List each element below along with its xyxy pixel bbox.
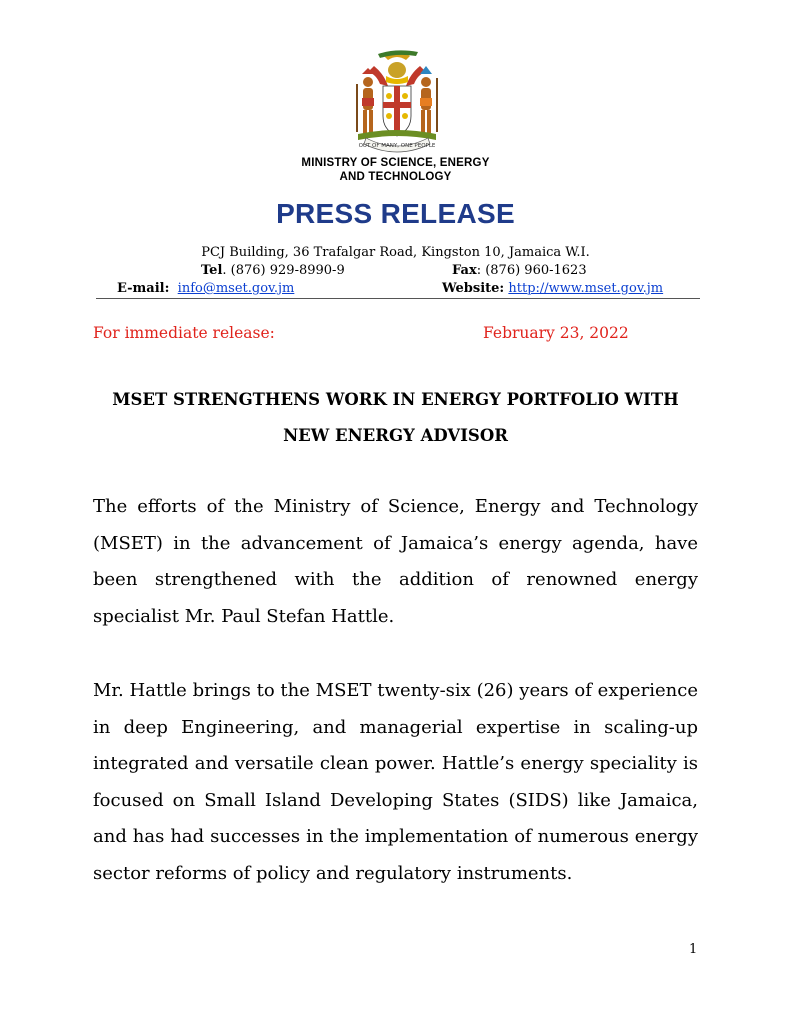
- release-label: For immediate release:: [93, 324, 275, 342]
- headline: MSET STRENGTHENS WORK IN ENERGY PORTFOLIO WITH NEW ENERGY ADVISOR: [112, 390, 679, 445]
- email-link[interactable]: info@mset.gov.jm: [177, 281, 295, 296]
- address: PCJ Building, 36 Trafalgar Road, Kingston 10, Jamaica W.I.: [201, 245, 590, 260]
- website-label: Website:: [442, 281, 505, 296]
- ministry-name-line1: MINISTRY OF SCIENCE, ENERGY: [301, 157, 490, 169]
- crest-motto: OUT OF MANY, ONE PEOPLE: [358, 143, 436, 149]
- fax: [452, 263, 587, 279]
- telephone: [201, 263, 345, 279]
- fax-value: : (876) 960-1623: [476, 263, 587, 278]
- fax-label: Fax: [452, 263, 477, 278]
- jamaica-coat-of-arms-logo: [344, 46, 450, 156]
- press-release-title: PRESS RELEASE: [276, 198, 515, 229]
- tel-label: Tel: [201, 263, 223, 278]
- tel-value: . (876) 929-8990-9: [222, 263, 345, 278]
- header-divider: [96, 298, 700, 299]
- ministry-name-line2: AND TECHNOLOGY: [339, 171, 452, 183]
- body-paragraph-1: The efforts of the Ministry of Science, Energy and Technology (MSET) in the advancement of Jamaica’s energy agenda, have been strengthened with the addition of renowned energy specialist Mr. Paul Stefan Hattle.: [93, 496, 698, 627]
- email-label: E-mail:: [117, 281, 170, 296]
- release-date: February 23, 2022: [483, 324, 629, 342]
- website: [442, 281, 663, 297]
- page-number: 1: [689, 942, 698, 957]
- body-paragraph-2: Mr. Hattle brings to the MSET twenty-six (26) years of experience in deep Engineering, and managerial expertise in scaling-up integrated and versatile clean power. Hattle’s energy speciality is focused on Small Island Developing States (SIDS) like Jamaica, and has had successes in the implementation of numerous energy sector reforms of policy and regulatory instruments.: [93, 680, 698, 884]
- email: [117, 281, 294, 297]
- website-link[interactable]: http://www.mset.gov.jm: [508, 281, 664, 296]
